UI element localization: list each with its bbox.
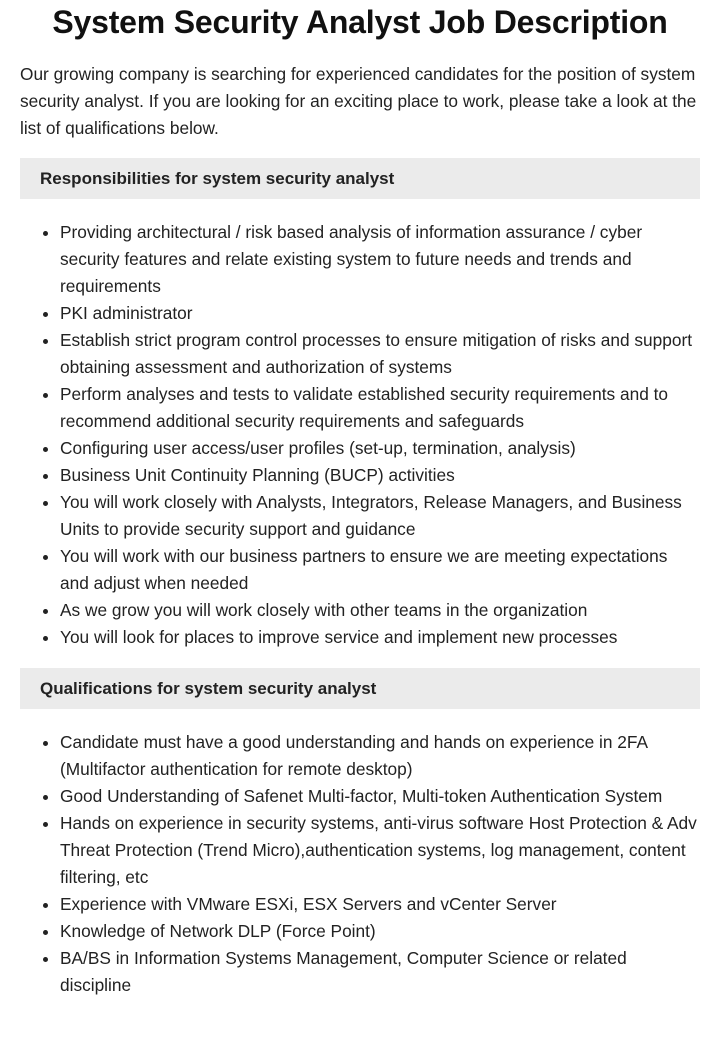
page-title: System Security Analyst Job Description [52, 4, 668, 40]
list-item: • Perform analyses and tests to validate established security requirements and to recommend additional security requirements and safeguards [60, 381, 700, 435]
qualifications-heading: Qualifications for system security analyst [20, 668, 700, 709]
list-item: • Hands on experience in security systems, anti-virus software Host Protection & Adv Threat Protection (Trend Micro),authentication systems, log management, content filtering, etc [60, 810, 700, 891]
list-item: • As we grow you will work closely with other teams in the organization [60, 597, 700, 624]
responsibilities-heading: Responsibilities for system security analyst [20, 158, 700, 199]
qualifications-list [20, 729, 700, 999]
list-item: • You will work closely with Analysts, Integrators, Release Managers, and Business Units to provide security support and guidance [60, 489, 700, 543]
list-item: • You will look for places to improve service and implement new processes [60, 624, 700, 651]
list-item: • Providing architectural / risk based analysis of information assurance / cyber security features and relate existing system to future needs and trends and requirements [60, 219, 700, 300]
list-item: • Good Understanding of Safenet Multi-factor, Multi-token Authentication System [60, 783, 700, 810]
list-item: • Establish strict program control processes to ensure mitigation of risks and support obtaining assessment and authorization of systems [60, 327, 700, 381]
list-item: • PKI administrator [60, 300, 700, 327]
list-item: • You will work with our business partners to ensure we are meeting expectations and adjust when needed [60, 543, 700, 597]
list-item: • Experience with VMware ESXi, ESX Servers and vCenter Server [60, 891, 700, 918]
list-item: • Candidate must have a good understanding and hands on experience in 2FA (Multifactor authentication for remote desktop) [60, 729, 700, 783]
list-item: • Knowledge of Network DLP (Force Point) [60, 918, 700, 945]
list-item: • Configuring user access/user profiles (set-up, termination, analysis) [60, 435, 700, 462]
list-item: • Business Unit Continuity Planning (BUCP) activities [60, 462, 700, 489]
list-item: • BA/BS in Information Systems Management, Computer Science or related discipline [60, 945, 700, 999]
responsibilities-list [20, 219, 700, 651]
intro-paragraph: Our growing company is searching for experienced candidates for the position of system security analyst. If you are looking for an exciting place to work, please take a look at the list of qualifications below. [20, 64, 697, 138]
